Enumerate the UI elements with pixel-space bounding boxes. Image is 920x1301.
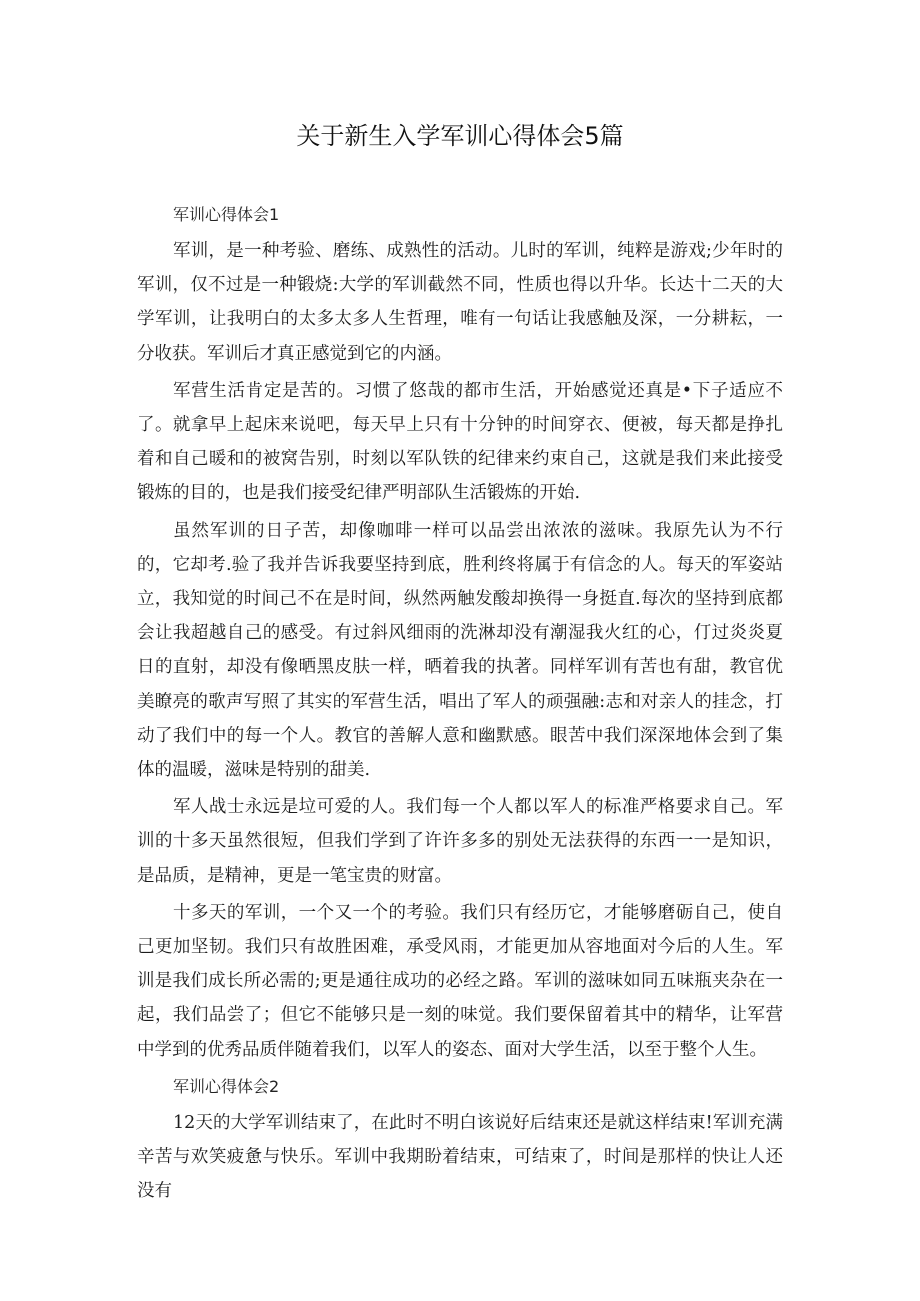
paragraph: 军人战士永远是垃可爱的人。我们每一个人都以军人的标准严格要求自己。军训的十多天虽然很短，但我们学到了许许多多的别处无法获得的东西一一是知识，是品质，是精神，更是一笔宝贵的财富。: [137, 797, 783, 886]
paragraph: 军营生活肯定是苦的。习惯了悠哉的都市生活，开始感觉还真是•下子适应不了。就拿早上起床来说吧，每天早上只有十分钟的时间穿衣、便被，每天都是挣扎着和自己暖和的被窝告别，时刻以军队铁的纪律来约束自己，这就是我们来此接受锻炼的目的，也是我们接受纪律严明部队生活锻炼的开始.: [137, 380, 783, 504]
section-1: [137, 198, 783, 1067]
section-heading: 军训心得体会2: [173, 1076, 280, 1096]
paragraph: 虽然军训的日子苦，却像咖啡一样可以品尝出浓浓的滋味。我原先认为不行的，它却考.验了我并告诉我要坚持到底，胜利终将属于有信念的人。每天的军姿站立，我知觉的时间己不在是时间，纵然两触发酸却换得一身挺直.每次的坚持到底都会让我超越自己的感受。有过斜风细雨的洗淋却没有潮湿我火红的心，仃过炎炎夏日的直射，却没有像晒黑皮肤一样，晒着我的执著。同样军训有苦也有甜，教官优美瞭亮的歌声写照了其实的军营生活，唱出了军人的顽强融:志和对亲人的挂念，打动了我们中的每一个人。教官的善解人意和幽默感。眼苦中我们深深地体会到了集体的温暖，滋味是特别的甜美.: [137, 520, 783, 781]
document-title: 关于新生入学军训心得体会5篇: [296, 122, 624, 150]
paragraph: 军训，是一种考验、磨练、成熟性的活动。儿时的军训，纯粹是游戏;少年时的军训，仅不过是一种锻烧:大学的军训截然不同，性质也得以升华。长达十二天的大学军训，让我明白的太多太多人生哲理，唯有一句话让我感触及深，一分耕耘，一分收获。军训后才真正感觉到它的内涵。: [137, 241, 783, 364]
section-heading: 军训心得体会1: [173, 205, 280, 224]
paragraph: 12天的大学军训结束了，在此时不明白该说好后结束还是就这样结束!军训充满辛苦与欢笑疲惫与快乐。军训中我期盼着结束，可结束了，时间是那样的快让人还没有: [137, 1112, 783, 1202]
document-body: [137, 198, 783, 1211]
section-2: [137, 1070, 783, 1209]
paragraph: 十多天的军训，一个又一个的考验。我们只有经历它，才能够磨砺自己，使自己更加坚韧。我们只有故胜困难，承受风雨，才能更加从容地面对今后的人生。军训是我们成长所必需的;更是通往成功的必经之路。军训的滋味如同五味瓶夹杂在一起，我们品尝了；但它不能够只是一刻的味觉。我们要保留着其中的精华，让军营中学到的优秀品质伴随着我们，以军人的姿态、面对大学生活，以至于整个人生。: [137, 902, 783, 1060]
